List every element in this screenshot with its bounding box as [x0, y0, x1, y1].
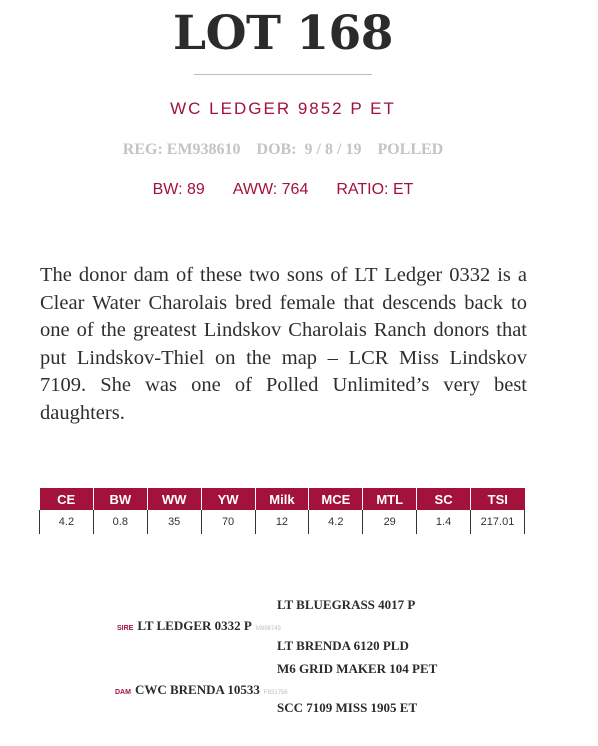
dam-sire: M6 GRID MAKER 104 PET — [277, 661, 438, 676]
polled-status: POLLED — [377, 141, 444, 158]
sire-line — [117, 617, 281, 635]
date-of-birth: DOB: 9 / 8 / 19 — [256, 141, 362, 158]
birth-weight: BW: 89 — [152, 181, 205, 198]
epd-header-ce: CE — [40, 488, 94, 510]
epd-header-tsi: TSI — [471, 488, 525, 510]
lot-description: The donor dam of these two sons of LT Ledger 0332 is a Clear Water Charolais bred female that descends back to one of the greatest Lindskov Charolais Ranch donors that put Lindskov-Thiel on the map – LCR Miss Lindskov 7109. She was one of Polled Unlimited’s very best daughters. — [40, 264, 527, 424]
dam-line — [115, 681, 288, 699]
epd-header-bw: BW — [93, 488, 147, 510]
epd-value-mce: 4.2 — [309, 510, 363, 534]
ratio: RATIO: ET — [336, 181, 414, 198]
epd-header-mce: MCE — [309, 488, 363, 510]
epd-value-row — [40, 510, 525, 534]
sire-dam: LT BRENDA 6120 PLD — [277, 638, 409, 653]
epd-header-sc: SC — [417, 488, 471, 510]
epd-value-mtl: 29 — [363, 510, 417, 534]
weights-line — [0, 181, 566, 199]
epd-value-bw: 0.8 — [93, 510, 147, 534]
sire-role-label: SIRE — [117, 625, 134, 632]
epd-value-ww: 35 — [147, 510, 201, 534]
lot-title: LOT 168 — [173, 6, 393, 61]
title-divider — [194, 74, 372, 75]
sire-registration: M898749 — [255, 626, 281, 632]
epd-header-ww: WW — [147, 488, 201, 510]
epd-value-sc: 1.4 — [417, 510, 471, 534]
epd-header-yw: YW — [201, 488, 255, 510]
epd-value-milk: 12 — [255, 510, 309, 534]
epd-header-milk: Milk — [255, 488, 309, 510]
epd-value-yw: 70 — [201, 510, 255, 534]
animal-name: WC LEDGER 9852 P ET — [170, 99, 396, 118]
epd-table — [39, 488, 525, 534]
adjusted-weaning-weight: AWW: 764 — [232, 181, 309, 198]
epd-header-mtl: MTL — [363, 488, 417, 510]
registration-line — [0, 141, 566, 159]
dam-name: CWC BRENDA 10533 — [134, 682, 260, 697]
registration-number: REG: EM938610 — [122, 141, 241, 158]
epd-value-ce: 4.2 — [40, 510, 94, 534]
dam-dam: SCC 7109 MISS 1905 ET — [277, 700, 418, 715]
sire-name: LT LEDGER 0332 P — [137, 618, 252, 633]
dam-role-label: DAM — [115, 689, 131, 696]
epd-value-tsi: 217.01 — [471, 510, 525, 534]
epd-header-row — [40, 488, 525, 510]
dam-registration: F831756 — [263, 690, 288, 696]
sire-sire: LT BLUEGRASS 4017 P — [277, 597, 416, 612]
